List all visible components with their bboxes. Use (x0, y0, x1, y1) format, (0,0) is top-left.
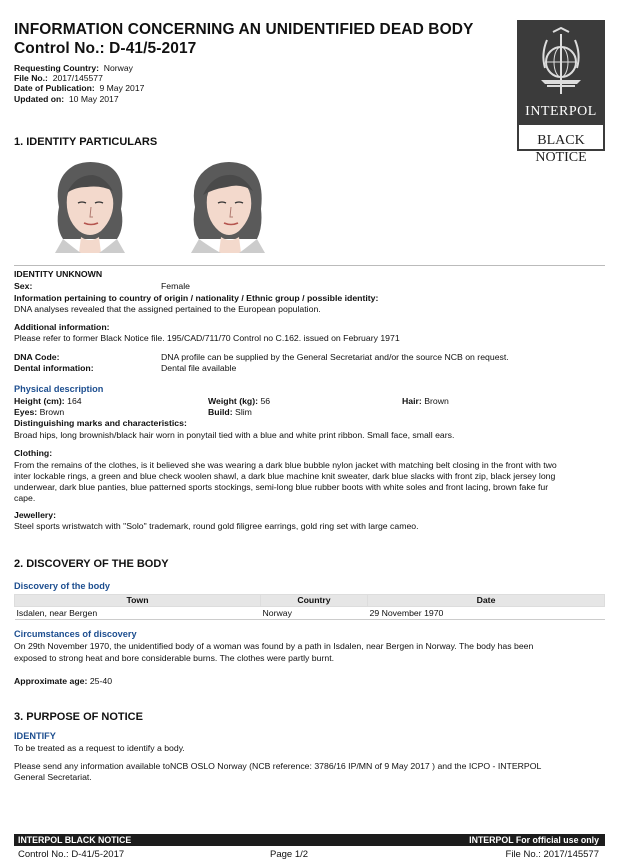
identity-status: IDENTITY UNKNOWN (14, 269, 103, 279)
build-value: Slim (235, 407, 252, 417)
publication-date-label: Date of Publication: (14, 83, 95, 94)
cell-town: Isdalen, near Bergen (15, 607, 261, 620)
notice-type-line-2: NOTICE (535, 150, 587, 165)
weight-label: Weight (kg): (208, 396, 259, 406)
physical-description-heading: Physical description (14, 384, 104, 394)
jewellery-label: Jewellery: (14, 510, 57, 520)
portrait-sketch-front (45, 157, 135, 253)
weight-value: 56 (260, 396, 271, 406)
height-label: Height (cm): (14, 396, 65, 406)
clothing-text-line-3: underwear, dark blue panties, blue patterned sports stockings, semi-long blue rubber boots with white soles and front lacing, brown fake fur (14, 482, 549, 492)
circumstances-heading: Circumstances of discovery (14, 629, 137, 639)
sex-value: Female (161, 281, 190, 291)
contact-line-2: General Secretariat. (14, 772, 92, 782)
interpol-black-notice-logo (517, 20, 605, 165)
contact-line-1: Please send any information available toNCB OSLO Norway (NCB reference: 3786/16 IP/MN of 9 May 2017 ) and the ICPO - INTERPOL (14, 761, 542, 771)
footer-info (14, 849, 605, 861)
jewellery-text: Steel sports wristwatch with "Solo" trademark, round gold filigree earrings, gold ring set with large cameo. (14, 521, 419, 531)
publication-date-value: 9 May 2017 (99, 83, 145, 94)
build-label: Build: (208, 407, 233, 417)
discovery-subheading: Discovery of the body (14, 581, 110, 591)
sex-label: Sex: (14, 281, 33, 291)
footer-control-number: Control No.: D-41/5-2017 (18, 849, 125, 860)
identify-heading: IDENTIFY (14, 731, 56, 741)
updated-value: 10 May 2017 (68, 93, 119, 104)
clothing-text-line-4: cape. (14, 493, 36, 503)
hair-label: Hair: (402, 396, 422, 406)
updated-label: Updated on: (14, 93, 65, 104)
notice-metadata (14, 63, 144, 104)
section-purpose-heading: 3. PURPOSE OF NOTICE (14, 711, 143, 723)
clothing-label: Clothing: (14, 448, 53, 458)
section-discovery-heading: 2. DISCOVERY OF THE BODY (14, 558, 169, 570)
cell-country: Norway (261, 607, 368, 620)
cell-date: 29 November 1970 (368, 607, 605, 620)
identity-divider (14, 265, 605, 266)
circumstances-line-2: exposed to strong heat and bore considerable burns. The clothes were partly burnt. (14, 653, 335, 663)
column-date: Date (368, 595, 605, 607)
footer-page-number: Page 1/2 (270, 849, 309, 860)
additional-info-text: Please refer to former Black Notice file. 195/CAD/711/70 Control no C.162. issued on February 1971 (14, 333, 400, 343)
hair-value: Brown (424, 396, 449, 406)
footer-classification: INTERPOL For official use only (469, 835, 599, 845)
purpose-text: To be treated as a request to identify a body. (14, 743, 185, 753)
distinguishing-marks-label: Distinguishing marks and characteristics: (14, 418, 187, 428)
portrait-sketch-three-quarter (183, 157, 273, 253)
title-line-1: INFORMATION CONCERNING AN UNIDENTIFIED DEAD BODY (14, 21, 474, 38)
file-no-value: 2017/145577 (52, 73, 103, 84)
section-identity-heading: 1. IDENTITY PARTICULARS (14, 136, 158, 148)
distinguishing-marks-text: Broad hips, long brownish/black hair worn in ponytail tied with a blue and white print ribbon. Small face, small ears. (14, 430, 455, 440)
footer-notice-type: INTERPOL BLACK NOTICE (18, 835, 132, 845)
circumstances-line-1: On 29th November 1970, the unidentified body of a woman was found by a path in Isdalen, near Bergen in Norway. The body has been (14, 641, 534, 651)
footer-banner (14, 834, 605, 846)
column-country: Country (261, 595, 368, 607)
origin-label: Information pertaining to country of origin / nationality / Ethnic group / possible identity: (14, 293, 379, 303)
height-value: 164 (67, 396, 82, 406)
interpol-wordmark: INTERPOL (525, 104, 597, 119)
eyes-value: Brown (39, 407, 65, 417)
control-number-title: Control No.: D-41/5-2017 (14, 40, 197, 57)
footer-file-number: File No.: 2017/145577 (505, 849, 599, 860)
dna-code-text: DNA profile can be supplied by the General Secretariat and/or the source NCB on request. (161, 352, 509, 362)
dental-info-label: Dental information: (14, 363, 94, 373)
additional-info-label: Additional information: (14, 322, 110, 332)
clothing-text-line-1: From the remains of the clothes, is it believed she was wearing a dark blue bubble nylon jacket with matching belt closing in the front with two (14, 460, 557, 470)
interpol-emblem-icon (517, 24, 605, 104)
document-title (14, 20, 473, 58)
table-row (15, 607, 605, 620)
clothing-text-line-2: inter lockable rings, a green and blue check woolen shawl, a dark blue machine knit sweater, dark blue slacks with front zip, black jersey long (14, 471, 556, 481)
approximate-age-label: Approximate age: (14, 676, 88, 686)
dna-code-label: DNA Code: (14, 352, 60, 362)
approximate-age-value: 25-40 (89, 676, 113, 686)
column-town: Town (15, 595, 261, 607)
dental-info-text: Dental file available (161, 363, 237, 373)
requesting-country-label: Requesting Country: (14, 63, 99, 73)
notice-type-line-1: BLACK (537, 133, 585, 148)
file-no-label: File No.: (14, 73, 48, 84)
origin-text: DNA analyses revealed that the assigned pertained to the European population. (14, 304, 321, 314)
requesting-country-value: Norway (103, 63, 133, 73)
eyes-label: Eyes: (14, 407, 38, 417)
discovery-table (14, 594, 605, 620)
discovery-table-header (15, 595, 605, 607)
